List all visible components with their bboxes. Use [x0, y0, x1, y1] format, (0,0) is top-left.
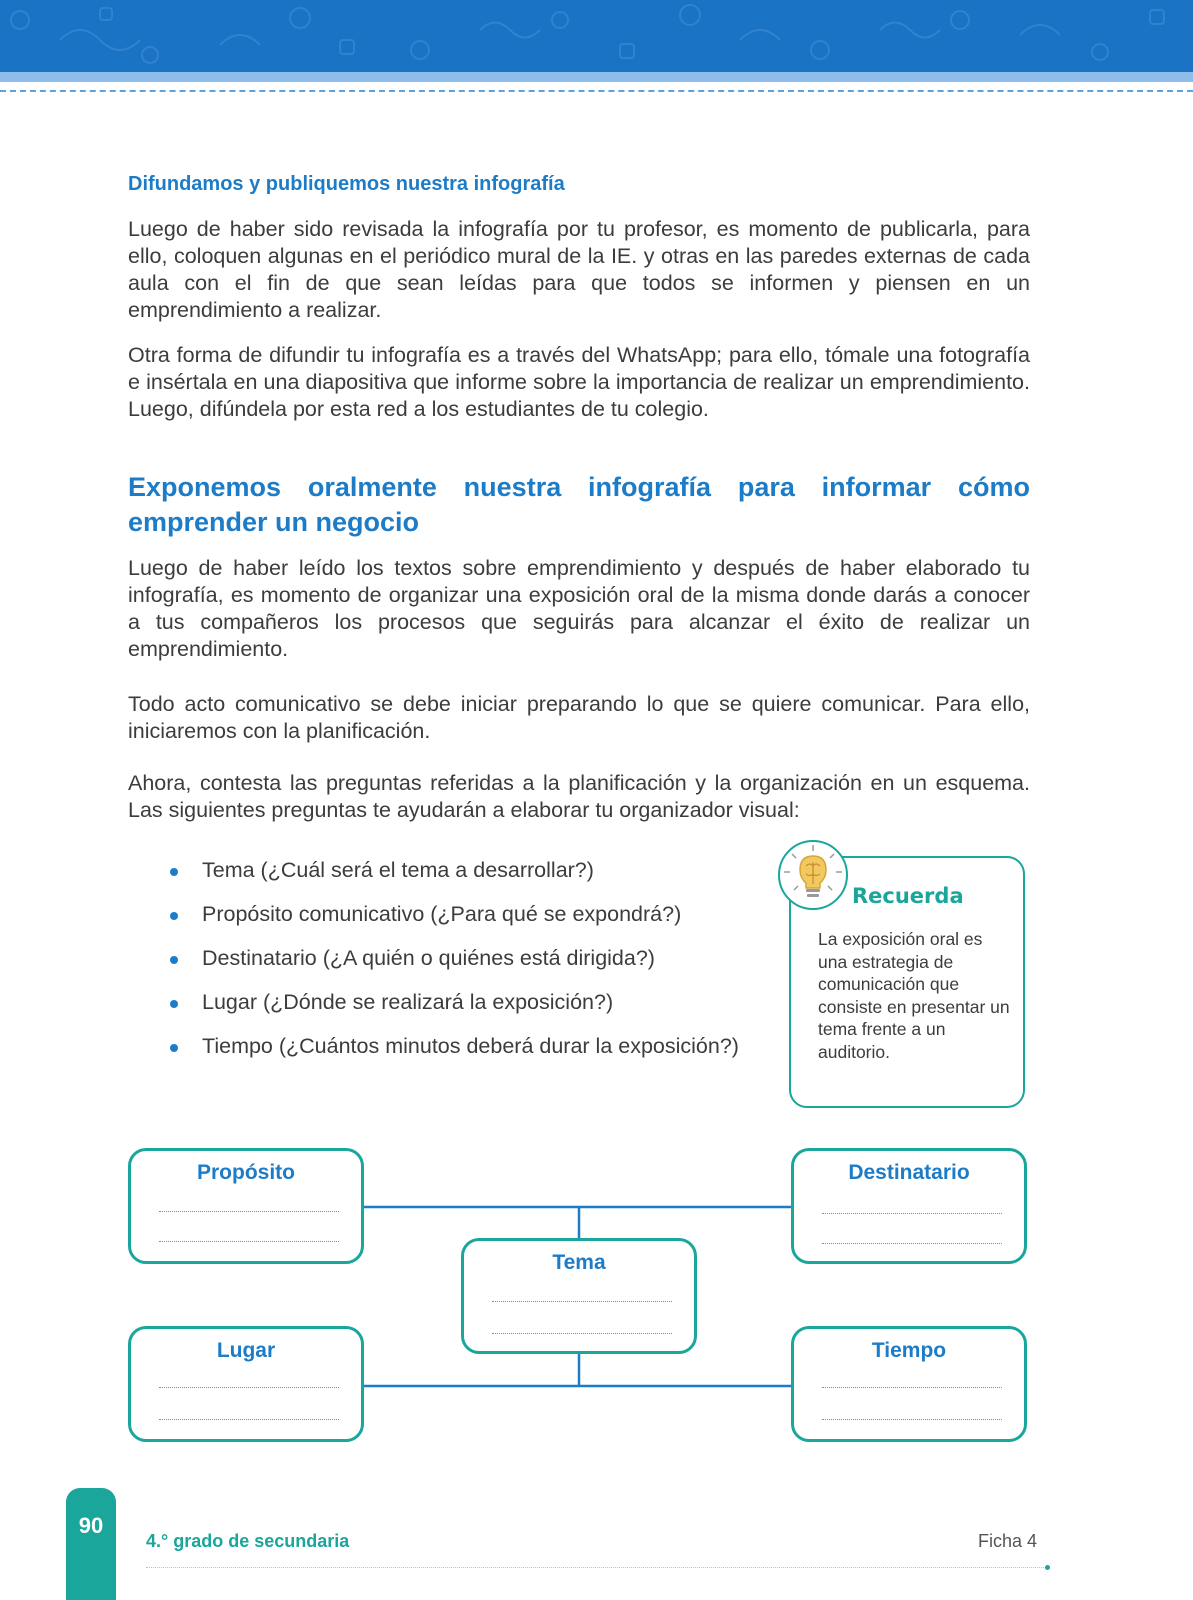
recuerda-title: Recuerda [852, 884, 964, 908]
list-item: Tiempo (¿Cuántos minutos deberá durar la exposición?) [166, 1033, 766, 1060]
paragraph-2: Otra forma de difundir tu infografía es a través del WhatsApp; para ello, tómale una fotografía e insértala en una diapositiva que informe sobre la importancia de realizar un emprendimiento. Luego, difúndela por esta red a los estudiantes de tu colegio. [128, 343, 1030, 421]
list-item: Lugar (¿Dónde se realizará la exposición?) [166, 989, 766, 1016]
paragraph-1: Luego de haber sido revisada la infografía por tu profesor, es momento de publicarla, para ello, coloquen algunas en el periódico mural de la IE. y otras en las paredes externas de cada aula con el fin de que sean leídas para que todos se informen y piensen en un emprendimiento a realizar. [128, 217, 1030, 322]
paragraph-3: Luego de haber leído los textos sobre emprendimiento y después de haber elaborado tu infografía, es momento de organizar una exposición oral de la misma donde darás a conocer a tus compañeros los procesos que seguirás para alcanzar el éxito de realizar un emprendimiento. [128, 556, 1030, 661]
node-label: Lugar [216, 1339, 276, 1362]
paragraph-5: Ahora, contesta las preguntas referidas a la planificación y la organización en un esquema. Las siguientes preguntas te ayudarán a elaborar tu organizador visual: [128, 771, 1030, 822]
node-label: Propósito [197, 1161, 295, 1184]
node-lugar [128, 1326, 364, 1442]
answer-line[interactable] [822, 1387, 1002, 1388]
footer-grade: 4.° grado de secundaria [146, 1531, 350, 1551]
list-item: Tema (¿Cuál será el tema a desarrollar?) [166, 857, 766, 884]
footer-dot-icon [1045, 1565, 1050, 1570]
node-label: Destinatario [848, 1161, 970, 1184]
footer-divider [146, 1567, 1046, 1568]
paragraph-4: Todo acto comunicativo se debe iniciar preparando lo que se quiere comunicar. Para ello, iniciaremos con la planificación. [128, 692, 1030, 743]
section-subheading: Difundamos y publiquemos nuestra infografía [128, 173, 565, 195]
answer-line[interactable] [159, 1241, 339, 1242]
footer-ficha: Ficha 4 [978, 1531, 1038, 1551]
answer-line[interactable] [822, 1419, 1002, 1420]
page-number-tab [66, 1488, 116, 1600]
answer-line[interactable] [159, 1419, 339, 1420]
node-label: Tiempo [871, 1339, 947, 1362]
node-proposito [128, 1148, 364, 1264]
recuerda-text: La exposición oral es una estrategia de comunicación que consiste en presentar un tema frente a un auditorio. [818, 929, 1010, 1062]
answer-line[interactable] [159, 1211, 339, 1212]
answer-line[interactable] [822, 1243, 1002, 1244]
page-number: 90 [78, 1513, 104, 1538]
answer-line[interactable] [822, 1213, 1002, 1214]
main-heading: Exponemos oralmente nuestra infografía para informar cómo emprender un negocio [128, 472, 1030, 537]
node-destinatario [791, 1148, 1027, 1264]
node-tema [461, 1238, 697, 1354]
list-item: Propósito comunicativo (¿Para qué se expondrá?) [166, 901, 766, 928]
answer-line[interactable] [159, 1387, 339, 1388]
answer-line[interactable] [492, 1333, 672, 1334]
node-label: Tema [552, 1251, 606, 1274]
node-tiempo [791, 1326, 1027, 1442]
answer-line[interactable] [492, 1301, 672, 1302]
list-item: Destinatario (¿A quién o quiénes está dirigida?) [166, 945, 766, 972]
